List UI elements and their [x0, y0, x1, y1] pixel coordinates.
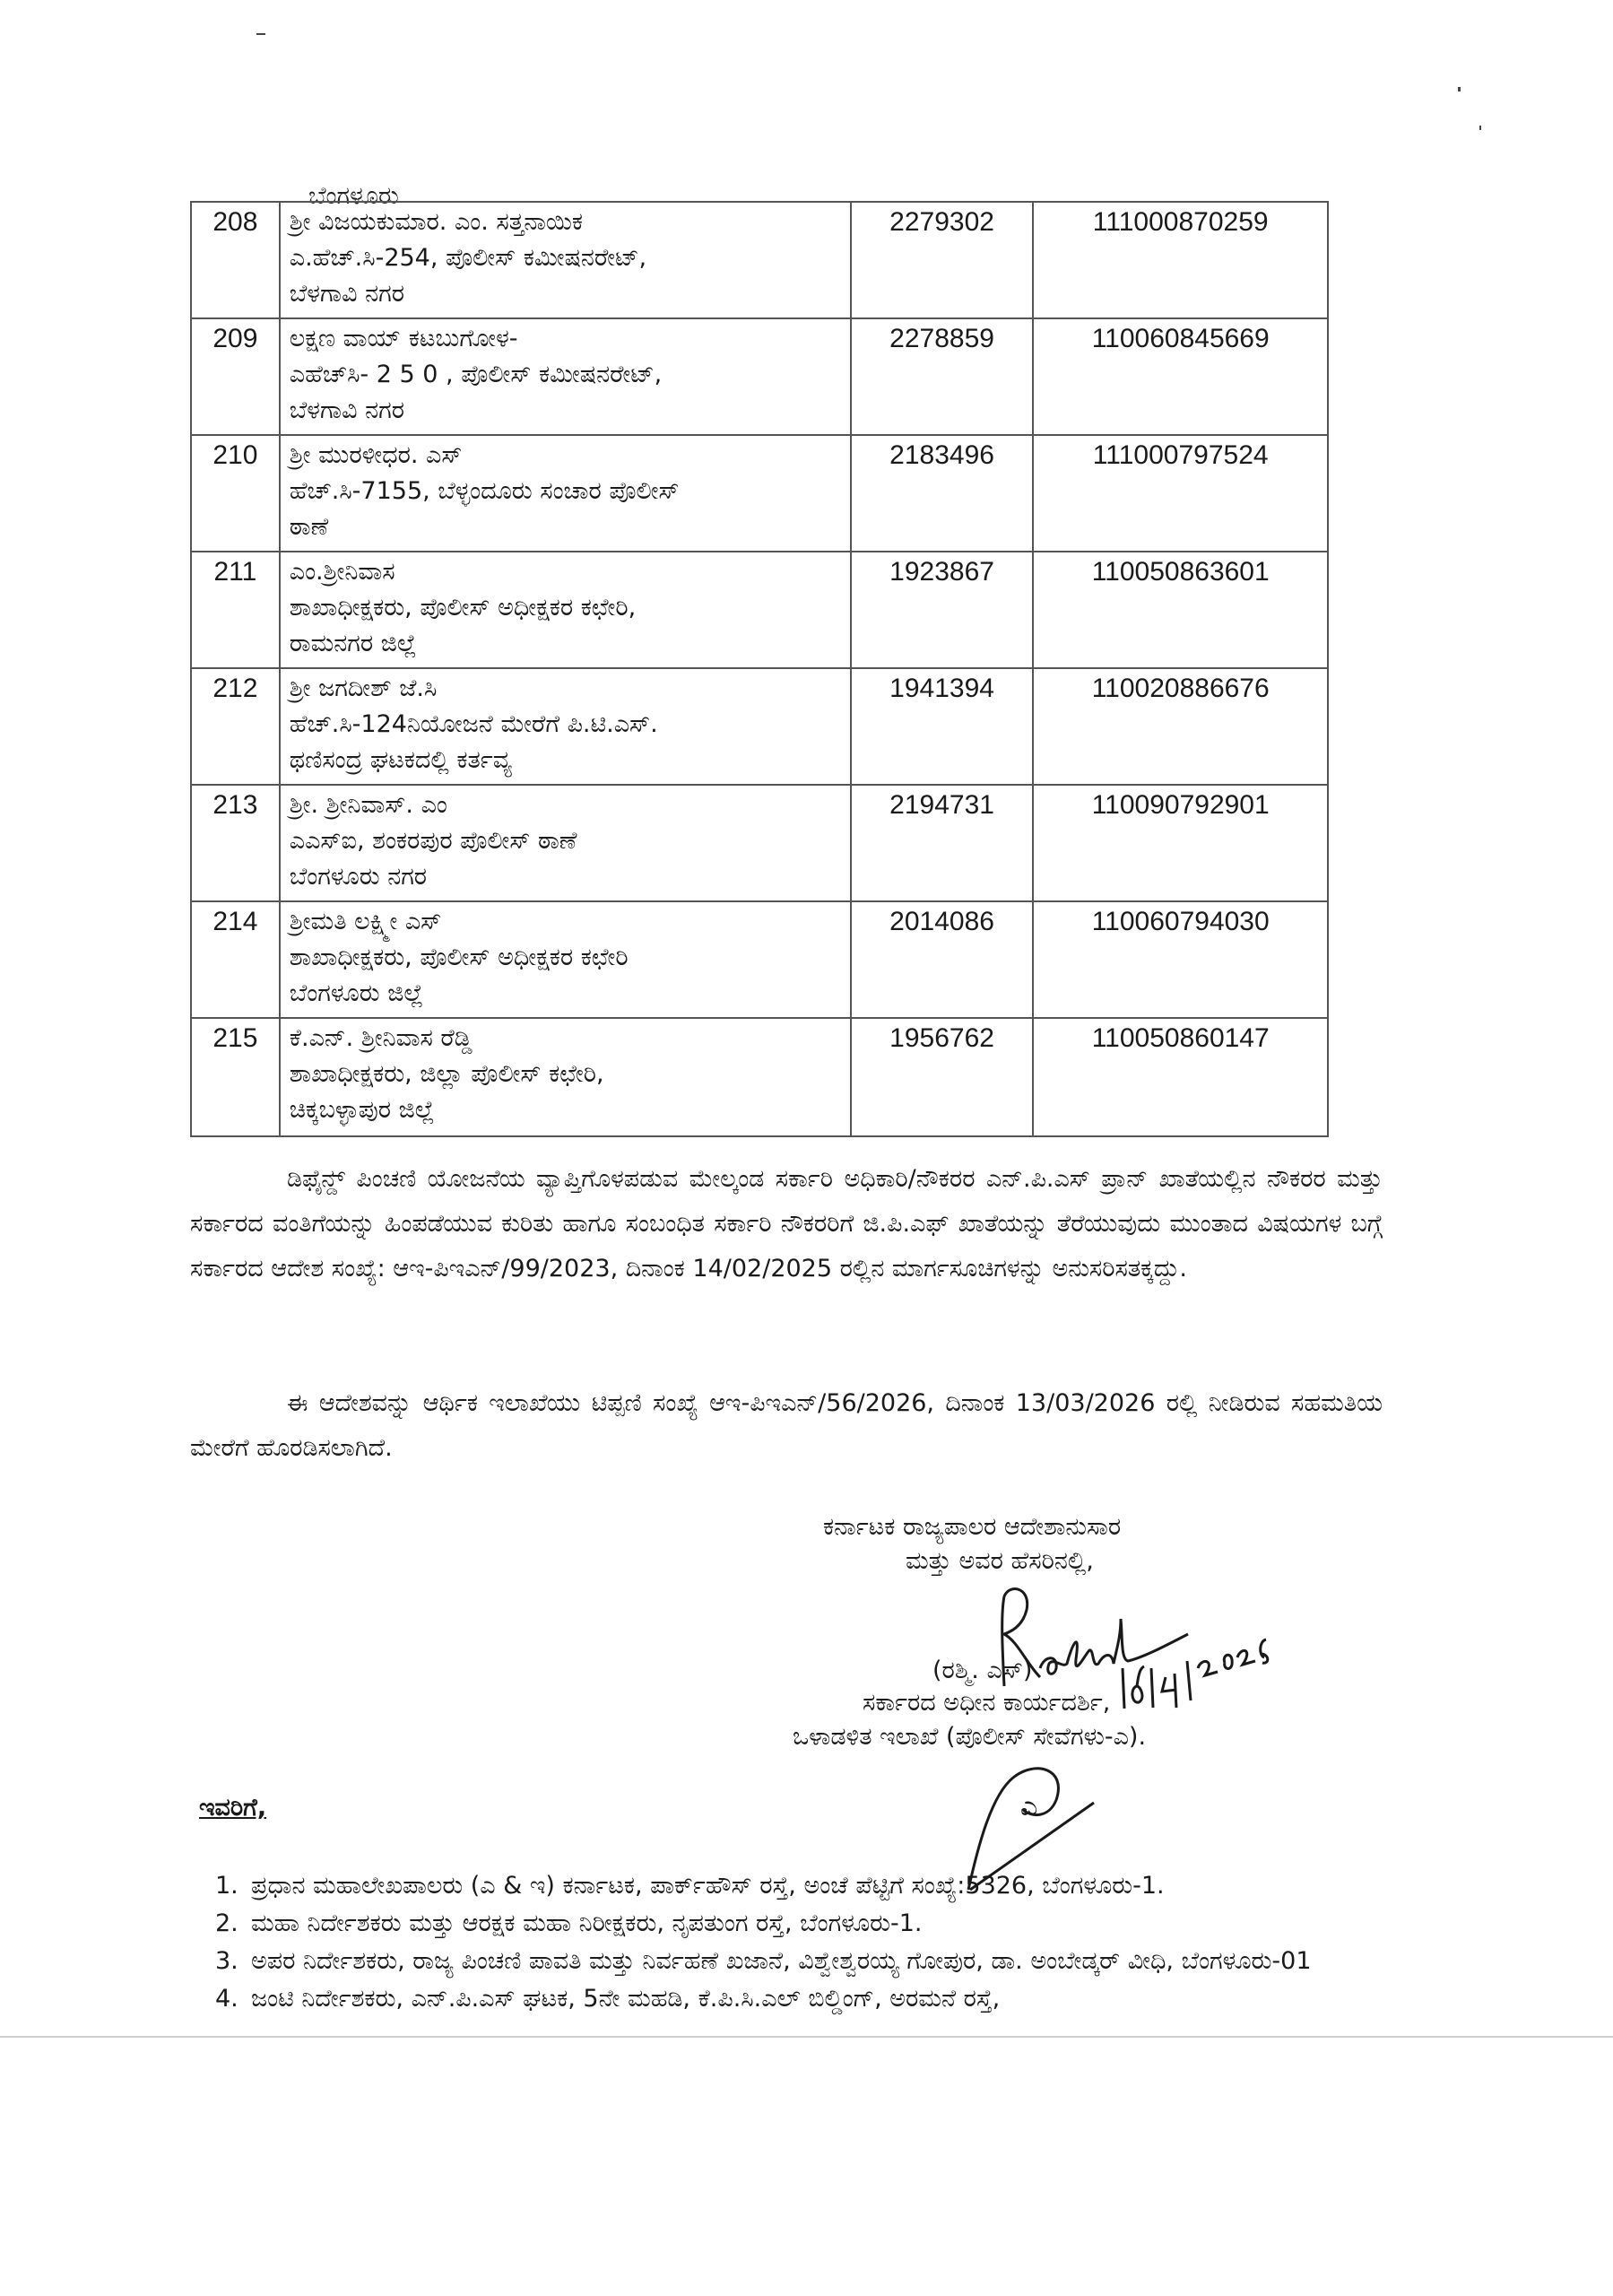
employee-posting: ಎಎಸ್ಐ, ಶಂಕರಪುರ ಪೊಲೀಸ್ ಠಾಣೆ — [289, 827, 577, 855]
employee-posting: ಠಾಣೆ — [289, 513, 329, 541]
employee-name: ಕೆ.ಎನ್. ಶ್ರೀನಿವಾಸ ರೆಡ್ಡಿ — [289, 1024, 473, 1052]
scan-speck — [1458, 87, 1461, 91]
employee-name: ಲಕ್ಷಣ ವಾಯ್ ಕಟಬುಗೋಳ- — [289, 325, 518, 352]
serial-number: 208 — [191, 202, 280, 318]
employee-name: ಶ್ರೀ. ಶ್ರೀನಿವಾಸ್. ಎಂ — [289, 791, 447, 819]
employee-details — [280, 785, 851, 901]
table-row — [191, 318, 1328, 435]
employee-name: ಶ್ರೀ ವಿಜಯಕುಮಾರ. ಎಂ. ಸತ್ತನಾಯಿಕ — [289, 208, 584, 236]
employee-posting: ಹೆಚ್.ಸಿ-7155, ಬೆಳ್ಳಂದೂರು ಸಂಚಾರ ಪೊಲೀಸ್ — [289, 477, 680, 505]
employee-name: ಶ್ರೀ ಮುರಳೀಧರ. ಎಸ್ — [289, 441, 463, 469]
account-number: 110060845669 — [1033, 318, 1328, 435]
scan-speck — [256, 33, 265, 35]
distribution-item — [215, 1944, 1381, 1979]
employee-posting: ಚಿಕ್ಕಬಳ್ಳಾಪುರ ಜಿಲ್ಲೆ — [289, 1096, 435, 1124]
distribution-item — [215, 1907, 1381, 1941]
table-row — [191, 1018, 1328, 1136]
account-number: 110060794030 — [1033, 901, 1328, 1018]
employee-details — [280, 435, 851, 552]
signatory-department: ಒಳಾಡಳಿತ ಇಲಾಖೆ (ಪೊಲೀಸ್ ಸೇವೆಗಳು-ಎ). — [793, 1723, 1147, 1751]
distribution-item-text: ಜಂಟಿ ನಿರ್ದೇಶಕರು, ಎನ್.ಪಿ.ಎಸ್ ಘಟಕ, 5ನೇ ಮಹಡಿ, ಕೆ.ಪಿ.ಸಿ.ಎಲ್ ಬಿಲ್ಡಿಂಗ್, ಅರಮನೆ ರಸ್ತೆ, — [251, 1985, 1001, 2013]
signature-authority-line: ಕರ್ನಾಟಕ ರಾಜ್ಯಪಾಲರ ಆದೇಶಾನುಸಾರ — [823, 1513, 1122, 1541]
paragraph-guidelines — [190, 1157, 1383, 1292]
account-number: 110050863601 — [1033, 552, 1328, 668]
employee-posting: ಬೆಳಗಾವಿ ನಗರ — [289, 396, 404, 424]
kgid-number: 2014086 — [851, 901, 1034, 1018]
employee-posting: ಬೆಂಗಳೂರು ನಗರ — [289, 863, 428, 891]
employee-posting: ಎಹೆಚ್‌ಸಿ- 2 5 0 , ಪೊಲೀಸ್ ಕಮೀಷನರೇಟ್, — [289, 361, 663, 388]
employee-posting: ಬೆಳಗಾವಿ ನಗರ — [289, 280, 404, 308]
employee-details — [280, 668, 851, 785]
signatory-name: (ರಶ್ಮಿ. ಎಸ್) — [932, 1657, 1033, 1684]
distribution-item-text: ಅಪರ ನಿರ್ದೇಶಕರು, ರಾಜ್ಯ ಪಿಂಚಣಿ ಪಾವತಿ ಮತ್ತು ನಿರ್ವಹಣೆ ಖಜಾನೆ, ವಿಶ್ವೇಶ್ವರಯ್ಯ ಗೋಪುರ, ಡಾ. ಅಂಬೇಡ್ಕರ್ ವೀಧಿ, ಬೆಂಗಳೂರು-01 — [251, 1947, 1312, 1975]
serial-number: 210 — [191, 435, 280, 552]
distribution-item — [215, 1982, 1381, 2016]
table-row — [191, 435, 1328, 552]
scan-artifact-line — [0, 2036, 1613, 2038]
paragraph-concurrence-text: ಈ ಆದೇಶವನ್ನು ಆರ್ಥಿಕ ಇಲಾಖೆಯು ಟಿಪ್ಪಣಿ ಸಂಖ್ಯೆ ಆಇ-ಪಿಇಎನ್/56/2026, ದಿನಾಂಕ 13/03/2026 ರಲ್ಲಿ ನೀಡಿರುವ ಸಹಮತಿಯ ಮೇರೆಗೆ ಹೊರಡಿಸಲಾಗಿದೆ. — [190, 1389, 1383, 1462]
employee-details — [280, 552, 851, 668]
table-row — [191, 202, 1328, 318]
table-row — [191, 901, 1328, 1018]
serial-number: 209 — [191, 318, 280, 435]
serial-number: 212 — [191, 668, 280, 785]
employee-posting: ಶಾಖಾಧೀಕ್ಷಕರು, ಪೊಲೀಸ್ ಅಧೀಕ್ಷಕರ ಕಛೇರಿ — [289, 944, 629, 971]
kgid-number: 2279302 — [851, 202, 1034, 318]
employee-posting: ರಾಮನಗರ ಜಿಲ್ಲೆ — [289, 630, 417, 657]
serial-number: 211 — [191, 552, 280, 668]
kgid-number: 1956762 — [851, 1018, 1034, 1136]
account-number: 111000797524 — [1033, 435, 1328, 552]
kgid-number: 2194731 — [851, 785, 1034, 901]
serial-number: 213 — [191, 785, 280, 901]
employee-posting: ಹೆಚ್.ಸಿ-124ನಿಯೋಜನೆ ಮೇರೆಗೆ ಪಿ.ಟಿ.ಎಸ್. — [289, 710, 658, 738]
employee-posting: ಬೆಂಗಳೂರು ಜಿಲ್ಲೆ — [289, 979, 424, 1007]
employee-posting: ಶಾಖಾಧೀಕ್ಷಕರು, ಜಿಲ್ಲಾ ಪೊಲೀಸ್ ಕಛೇರಿ, — [289, 1060, 604, 1088]
distribution-item — [215, 1869, 1381, 1903]
kgid-number: 1923867 — [851, 552, 1034, 668]
overflow-text: ಬೆಂಗಳೂರು — [308, 182, 399, 210]
employee-name: ಶ್ರೀ ಜಗದೀಶ್ ಜೆ.ಸಿ — [289, 674, 438, 702]
kgid-number: 2183496 — [851, 435, 1034, 552]
employee-posting: ಥಣಿಸಂದ್ರ ಘಟಕದಲ್ಲಿ ಕರ್ತವ್ಯ — [289, 746, 512, 774]
account-number: 111000870259 — [1033, 202, 1328, 318]
distribution-item-text: ಮಹಾ ನಿರ್ದೇಶಕರು ಮತ್ತು ಆರಕ್ಷಕ ಮಹಾ ನಿರೀಕ್ಷಕರು, ನೃಪತುಂಗ ರಸ್ತೆ, ಬೆಂಗಳೂರು-1. — [251, 1909, 923, 1937]
employee-details — [280, 318, 851, 435]
distribution-heading: ಇವರಿಗೆ, — [199, 1794, 267, 1822]
table-row — [191, 552, 1328, 668]
scan-speck — [1479, 126, 1481, 130]
table-row — [191, 668, 1328, 785]
kgid-number: 2278859 — [851, 318, 1034, 435]
employee-table-body — [191, 202, 1328, 1136]
handwritten-date — [1112, 1632, 1291, 1713]
employee-name: ಎಂ.ಶ್ರೀನಿವಾಸ — [289, 558, 395, 586]
distribution-item-number: 3. — [215, 1947, 238, 1975]
account-number: 110020886676 — [1033, 668, 1328, 785]
kgid-number: 1941394 — [851, 668, 1034, 785]
account-number: 110090792901 — [1033, 785, 1328, 901]
paragraph-concurrence — [190, 1381, 1383, 1471]
account-number: 110050860147 — [1033, 1018, 1328, 1136]
distribution-item-number: 2. — [215, 1909, 238, 1937]
serial-number: 215 — [191, 1018, 280, 1136]
distribution-item-number: 4. — [215, 1985, 238, 2013]
employee-details — [280, 202, 851, 318]
signature-authority-line2: ಮತ್ತು ಅವರ ಹೆಸರಿನಲ್ಲಿ, — [906, 1547, 1094, 1575]
serial-number: 214 — [191, 901, 280, 1018]
table-row — [191, 785, 1328, 901]
employee-posting: ಶಾಖಾಧೀಕ್ಷಕರು, ಪೊಲೀಸ್ ಅಧೀಕ್ಷಕರ ಕಛೇರಿ, — [289, 594, 637, 622]
employee-table — [190, 201, 1329, 1137]
distribution-item-number: 1. — [215, 1872, 238, 1900]
employee-details — [280, 1018, 851, 1136]
svg-text:ಎ: ಎ — [1020, 1791, 1038, 1822]
paragraph-guidelines-text: ಡಿಫೈನ್ಡ್ ಪಿಂಚಣಿ ಯೋಜನೆಯ ವ್ಯಾಪ್ತಿಗೊಳಪಡುವ ಮೇಲ್ಕಂಡ ಸರ್ಕಾರಿ ಅಧಿಕಾರಿ/ನೌಕರರ ಎನ್.ಪಿ.ಎಸ್ ಪ್ರಾನ್ ಖಾತೆಯಲ್ಲಿನ ನೌಕರರ ಮತ್ತು ಸರ್ಕಾರದ ವಂತಿಗೆಯನ್ನು ಹಿಂಪಡೆಯುವ ಕುರಿತು ಹಾಗೂ ಸಂಬಂಧಿತ ಸರ್ಕಾರಿ ನೌಕರರಿಗೆ ಜಿ.ಪಿ.ಎಫ್ ಖಾತೆಯನ್ನು ತೆರೆಯುವುದು ಮುಂತಾದ ವಿಷಯಗಳ ಬಗ್ಗೆ ಸರ್ಕಾರದ ಆದೇಶ ಸಂಖ್ಯೆ: ಆಇ-ಪಿಇಎನ್/99/2023, ದಿನಾಂಕ 14/02/2025 ರಲ್ಲಿನ ಮಾರ್ಗಸೂಚಿಗಳನ್ನು ಅನುಸರಿಸತಕ್ಕದ್ದು. — [190, 1165, 1383, 1283]
distribution-list — [215, 1869, 1381, 2020]
employee-name: ಶ್ರೀಮತಿ ಲಕ್ಷ್ಮೀ ಎಸ್ — [289, 908, 442, 935]
employee-details — [280, 901, 851, 1018]
distribution-item-text: ಪ್ರಧಾನ ಮಹಾಲೇಖಪಾಲರು (ಎ & ಇ) ಕರ್ನಾಟಕ, ಪಾರ್ಕ್‌ಹೌಸ್ ರಸ್ತೆ, ಅಂಚೆ ಪೆಟ್ಟಿಗೆ ಸಂಖ್ಯೆ:5326, ಬೆಂಗಳೂರು-1. — [251, 1872, 1165, 1900]
employee-posting: ಎ.ಹೆಚ್.ಸಿ-254, ಪೊಲೀಸ್ ಕಮೀಷನರೇಟ್, — [289, 244, 647, 272]
signatory-designation: ಸರ್ಕಾರದ ಅಧೀನ ಕಾರ್ಯದರ್ಶಿ, — [863, 1689, 1111, 1717]
